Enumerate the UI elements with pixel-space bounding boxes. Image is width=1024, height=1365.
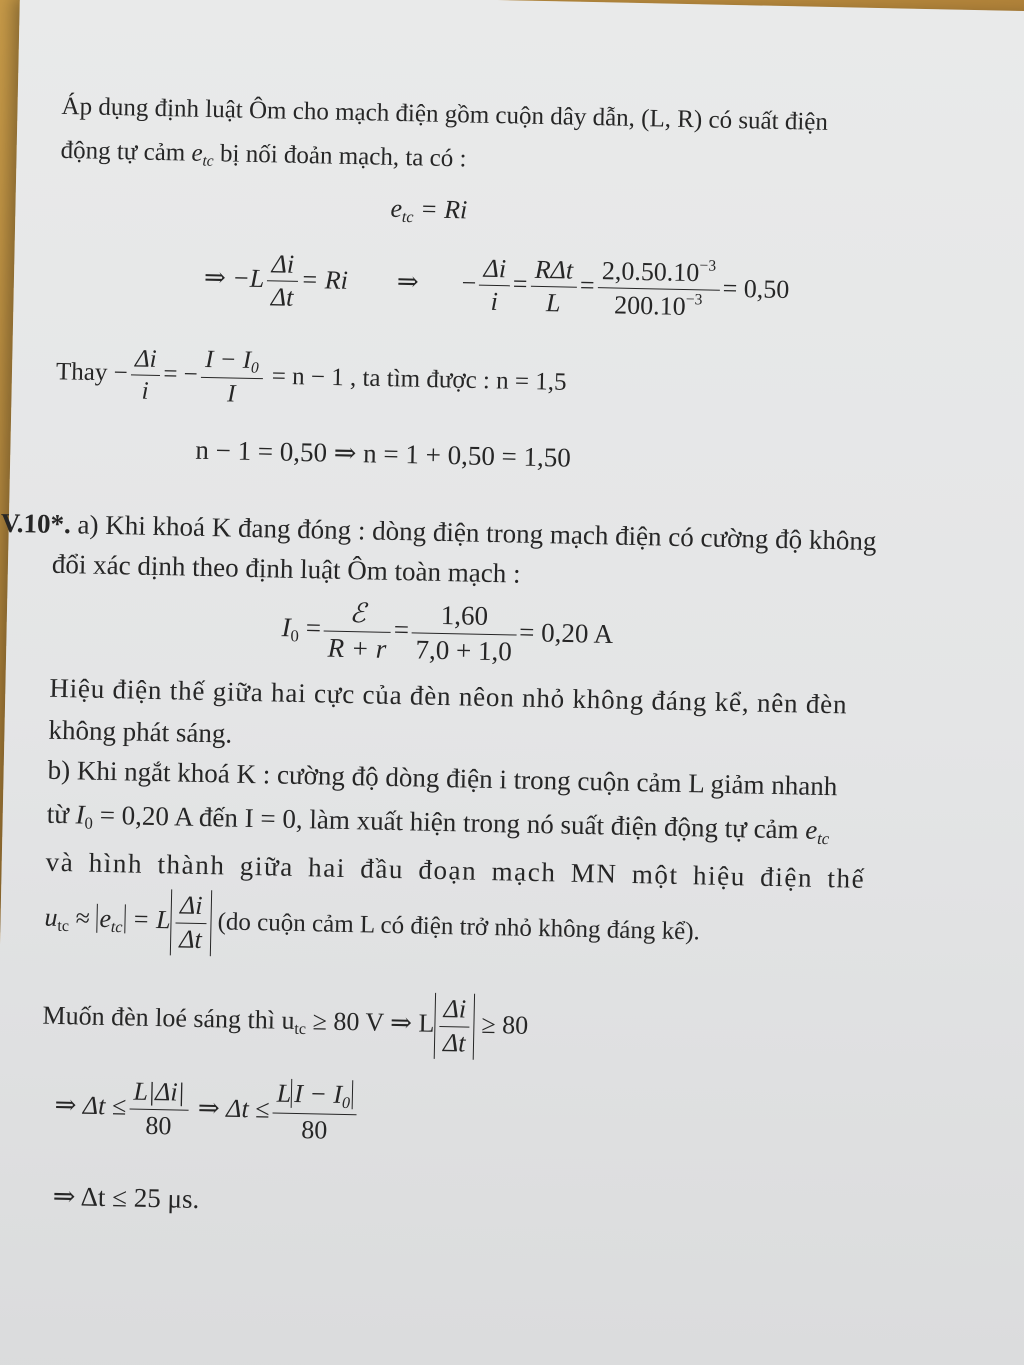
minus-sign: − bbox=[461, 268, 477, 298]
denominator bbox=[597, 289, 720, 325]
emf-symbol bbox=[191, 139, 214, 170]
abs-I-I0 bbox=[291, 1078, 354, 1112]
numerator bbox=[597, 254, 720, 291]
numerator: Δi bbox=[439, 993, 470, 1027]
denominator: 80 bbox=[300, 1115, 328, 1145]
num-exponent: −3 bbox=[699, 257, 717, 275]
subscript-tc: tc bbox=[57, 917, 70, 936]
fraction-di-i bbox=[130, 343, 161, 407]
paragraph-line-2 bbox=[60, 137, 466, 176]
equation-final bbox=[52, 1181, 199, 1215]
numerator: Δi bbox=[131, 343, 161, 376]
fraction-numeric bbox=[597, 254, 720, 324]
fraction-I-I0 bbox=[200, 344, 263, 411]
numerator: Δi bbox=[479, 253, 510, 287]
approx-symbol: ≈ bbox=[75, 903, 91, 933]
subscript-tc: tc bbox=[294, 1020, 307, 1039]
equation-thay bbox=[55, 341, 567, 417]
numerator: Δi bbox=[176, 889, 207, 923]
fraction-di-dt bbox=[267, 248, 299, 315]
e-letter: e bbox=[805, 814, 818, 845]
equals-L: = L bbox=[131, 904, 171, 935]
fraction-di-dt bbox=[439, 993, 471, 1060]
fraction-LI-80 bbox=[272, 1078, 358, 1148]
num-value: 2,0.50.10 bbox=[601, 256, 700, 288]
numerator: Δi bbox=[267, 248, 298, 282]
I-minus-I0: I − I bbox=[293, 1078, 343, 1109]
den-exponent: −3 bbox=[685, 291, 703, 309]
text-fragment: Muốn đèn loé sáng thì u bbox=[42, 1000, 295, 1035]
text-fragment: ≥ 80 V ⇒ L bbox=[312, 1006, 435, 1038]
text-fragment: bị nối đoản mạch, ta có : bbox=[219, 140, 467, 173]
minus-L: −L bbox=[232, 263, 265, 294]
abs-fraction bbox=[170, 889, 212, 956]
dt-le: Δt ≤ bbox=[225, 1093, 270, 1124]
text-line: không phát sáng. bbox=[48, 714, 233, 749]
e-letter: e bbox=[191, 139, 203, 167]
implies-symbol: ⇒ bbox=[203, 262, 227, 293]
equation-I0 bbox=[281, 596, 614, 671]
equation-dt-bound bbox=[54, 1073, 361, 1148]
subscript-tc: tc bbox=[202, 152, 214, 170]
problem-label: V.10*. bbox=[0, 507, 72, 540]
thay-label: Thay bbox=[55, 358, 108, 387]
denominator: L bbox=[545, 288, 561, 318]
den-value: 200.10 bbox=[613, 290, 686, 322]
problem-v10-line-4 bbox=[48, 715, 232, 750]
e-letter: e bbox=[390, 193, 403, 224]
dt-le: Δt ≤ bbox=[82, 1090, 127, 1121]
note-text: (do cuộn cảm L có điện trở nhỏ không đáng kể). bbox=[217, 908, 701, 946]
denominator: Δt bbox=[442, 1027, 466, 1058]
denominator: i bbox=[490, 287, 499, 317]
numerator: ℰ bbox=[324, 597, 391, 633]
subscript-zero: 0 bbox=[84, 813, 94, 833]
subscript-zero: 0 bbox=[290, 626, 300, 646]
equals-minus: = − bbox=[163, 360, 199, 389]
I-letter: I bbox=[281, 612, 292, 643]
text-line: Hiệu điện thế giữa hai cực của đèn nêon nhỏ không đáng kể, nên đèn bbox=[49, 672, 848, 720]
fraction-emf bbox=[323, 597, 391, 667]
equation-rhs: = Ri bbox=[419, 194, 468, 225]
text-fragment: = 0,20 A đến I = 0, làm xuất hiện trong nó suất điện động tự cảm bbox=[99, 799, 799, 845]
equation-result: = 0,20 A bbox=[518, 617, 614, 650]
equation-result: = 0,50 bbox=[722, 273, 790, 305]
n-result: n − 1 = 0,50 ⇒ n = 1 + 0,50 = 1,50 bbox=[195, 434, 572, 473]
subscript-tc: tc bbox=[110, 918, 123, 937]
e-letter: e bbox=[99, 903, 112, 934]
problem-v10-line-7 bbox=[45, 847, 865, 895]
text-line: b) Khi ngắt khoá K : cường độ dòng điện i trong cuộn cảm L giảm nhanh bbox=[47, 754, 838, 802]
num-text: I − I bbox=[204, 345, 252, 374]
denominator: 7,0 + 1,0 bbox=[415, 634, 513, 667]
u-letter: u bbox=[44, 902, 58, 932]
fraction-di-i bbox=[479, 253, 511, 320]
final-result: Δt ≤ 25 μs. bbox=[80, 1181, 200, 1215]
subscript-tc: tc bbox=[401, 208, 414, 227]
fraction-Rdt-L bbox=[530, 254, 578, 321]
denominator: R + r bbox=[327, 632, 387, 664]
subscript-tc: tc bbox=[816, 828, 830, 849]
implies-symbol: ⇒ bbox=[52, 1180, 76, 1212]
denominator: Δt bbox=[178, 924, 203, 954]
implies-symbol: ⇒ bbox=[54, 1090, 77, 1120]
problem-v10-line-5 bbox=[47, 755, 837, 803]
abs-etc bbox=[96, 903, 126, 937]
text-line: đổi xác dịnh theo định luật Ôm toàn mạch : bbox=[51, 548, 521, 589]
problem-v10-line-6 bbox=[46, 799, 829, 849]
equals: = bbox=[305, 612, 322, 643]
I-letter: I bbox=[75, 799, 85, 830]
subscript-zero: 0 bbox=[341, 1094, 351, 1112]
paragraph-line-1 bbox=[61, 93, 828, 137]
equals: = bbox=[393, 614, 410, 645]
subscript-zero: 0 bbox=[250, 359, 259, 377]
text-fragment: động tự cảm bbox=[60, 136, 186, 167]
numerator: RΔt bbox=[530, 254, 577, 288]
text-fragment: từ bbox=[46, 798, 70, 830]
text-line: a) Khi khoá K đang đóng : dòng điện trong mạch điện có cường độ không bbox=[77, 509, 877, 557]
implies-symbol: ⇒ bbox=[396, 266, 420, 297]
text-fragment: ≥ 80 bbox=[481, 1009, 529, 1040]
implies-symbol: ⇒ bbox=[197, 1093, 221, 1123]
minus-sign: − bbox=[113, 359, 129, 387]
thay-rhs: = n − 1 , ta tìm được : n = 1,5 bbox=[271, 362, 567, 396]
emf-symbol bbox=[805, 814, 830, 849]
equation-condition bbox=[42, 985, 529, 1061]
L-letter: L bbox=[276, 1078, 292, 1108]
abs-fraction bbox=[434, 993, 476, 1060]
denominator: i bbox=[141, 377, 149, 405]
text-line: và hình thành giữa hai đầu đoạn mạch MN một hiệu điện thế bbox=[45, 846, 866, 894]
equation-utc bbox=[44, 887, 701, 967]
denominator: 80 bbox=[145, 1110, 172, 1141]
numerator: 1,60 bbox=[412, 598, 517, 635]
equation-etc-ri bbox=[390, 194, 468, 228]
text-line: Áp dụng định luật Ôm cho mạch điện gồm cuộn dây dẫn, (L, R) có suất điện bbox=[61, 92, 829, 136]
numerator bbox=[272, 1078, 357, 1116]
denominator: I bbox=[226, 380, 236, 408]
numerator: L|Δi| bbox=[129, 1076, 189, 1111]
problem-v10-line-3 bbox=[49, 673, 848, 721]
equation-n-value bbox=[195, 435, 571, 474]
fraction-di-dt bbox=[175, 889, 207, 956]
numerator bbox=[201, 344, 263, 379]
denominator: Δt bbox=[270, 282, 294, 313]
fraction-Ldi-80 bbox=[128, 1076, 189, 1143]
fraction-numeric bbox=[411, 598, 517, 669]
problem-v10-line-2 bbox=[52, 549, 521, 590]
equation-derivation: ⇒ −L $\frac{\Delta i}{\Delta t}$ = Ri ⇒ − $\frac{\Delta i}{i}$ = $\frac{\text{RΔt}}{L}$ = $\frac{2,0.50.10^{-3}}{200.10^{-3}}$ = 0,50 bbox=[203, 246, 790, 326]
equals-Ri: = Ri bbox=[300, 264, 349, 295]
